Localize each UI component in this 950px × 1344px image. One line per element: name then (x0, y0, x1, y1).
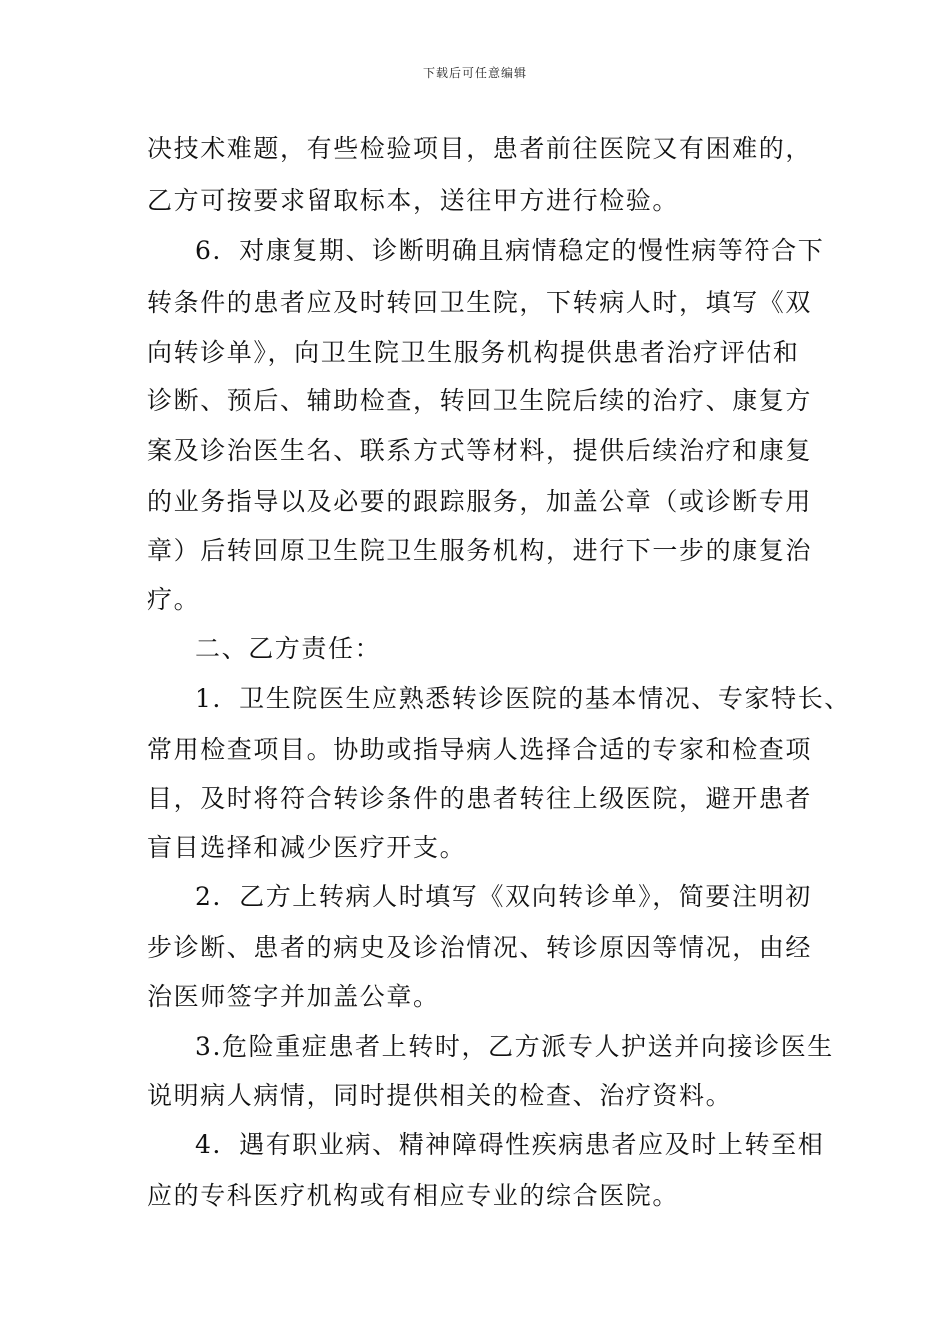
text-line: 转条件的患者应及时转回卫生院，下转病人时，填写《双 (147, 288, 813, 317)
text-line: 向转诊单》，向卫生院卫生服务机构提供患者治疗评估和 (147, 338, 800, 367)
paragraph-line: 3.危险重症患者上转时，乙方派专人护送并向接诊医生 (195, 1032, 834, 1061)
text-line: 盲目选择和减少医疗开支。 (147, 833, 467, 862)
text-line: 章）后转回原卫生院卫生服务机构，进行下一步的康复治 (147, 536, 813, 565)
text-line: 诊断、预后、辅助检查，转回卫生院后续的治疗、康复方 (147, 386, 813, 415)
text-line: 案及诊治医生名、联系方式等材料，提供后续治疗和康复 (147, 436, 813, 465)
text-line: 应的专科医疗机构或有相应专业的综合医院。 (147, 1181, 680, 1210)
text-line: 乙方可按要求留取标本，送往甲方进行检验。 (147, 186, 680, 215)
text-line: 治医师签字并加盖公章。 (147, 982, 440, 1011)
text-line: 常用检查项目。协助或指导病人选择合适的专家和检查项 (147, 735, 813, 764)
paragraph-line: 4．遇有职业病、精神障碍性疾病患者应及时上转至相 (195, 1130, 825, 1159)
section-heading: 二、乙方责任： (195, 634, 382, 663)
text-line: 决技术难题，有些检验项目，患者前往医院又有困难的， (147, 134, 813, 163)
text-line: 目，及时将符合转诊条件的患者转往上级医院，避开患者 (147, 784, 813, 813)
text-line: 步诊断、患者的病史及诊治情况、转诊原因等情况，由经 (147, 933, 813, 962)
text-line: 说明病人病情，同时提供相关的检查、治疗资料。 (147, 1081, 733, 1110)
paragraph-line: 6．对康复期、诊断明确且病情稳定的慢性病等符合下 (195, 236, 825, 265)
text-line: 的业务指导以及必要的跟踪服务，加盖公章（或诊断专用 (147, 487, 813, 516)
text-line: 疗。 (147, 585, 201, 614)
paragraph-line: 1．卫生院医生应熟悉转诊医院的基本情况、专家特长、 (195, 684, 851, 713)
paragraph-line: 2．乙方上转病人时填写《双向转诊单》，简要注明初 (195, 882, 812, 911)
page-header: 下载后可任意编辑 (422, 66, 527, 80)
